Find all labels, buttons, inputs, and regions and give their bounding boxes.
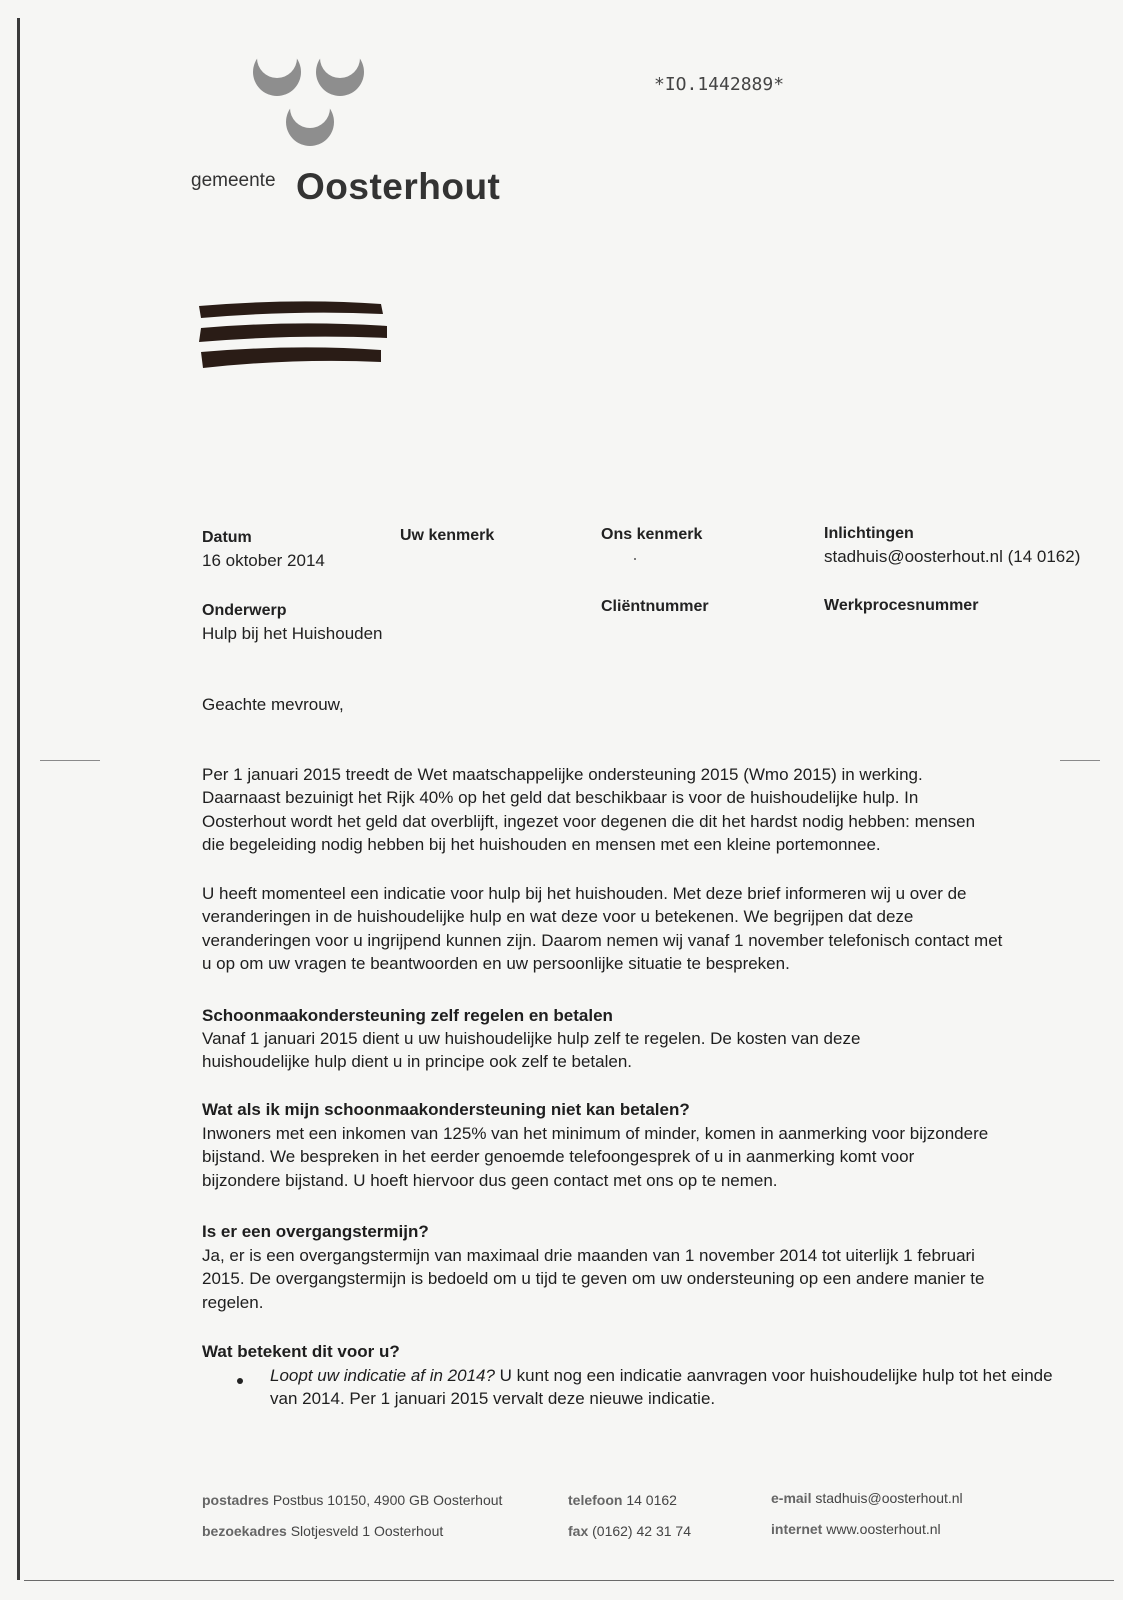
- datum-value: 16 oktober 2014: [202, 551, 325, 570]
- paragraph-transition: Ja, er is een overgangstermijn van maximaal drie maanden van 1 november 2014 tot uiterlijk 1 februari 2015. De overgangstermijn is bedoeld om u tijd te geven om uw ondersteuning op een andere manier te regelen.: [202, 1246, 985, 1312]
- uw-kenmerk-label: Uw kenmerk: [400, 527, 495, 544]
- redacted-address: [195, 296, 395, 376]
- logo-crescent-top-left: [253, 52, 301, 96]
- bullet-item-text: U kunt nog een indicatie aanvragen voor huishoudelijke hulp tot het einde van 2014. Per 1 januari 2015 vervalt deze nieuwe indicatie.: [270, 1366, 1053, 1409]
- inlichtingen-label: Inlichtingen: [824, 525, 914, 542]
- onderwerp-label: Onderwerp: [202, 602, 287, 619]
- datum-label: Datum: [202, 529, 252, 546]
- page-edge-line: [17, 18, 20, 1580]
- heading-self-arrange: Schoonmaakondersteuning zelf regelen en betalen: [202, 1006, 613, 1025]
- paragraph-cannot-pay: Inwoners met een inkomen van 125% van het minimum of minder, komen in aanmerking voor bijzondere bijstand. We bespreken in het eerder genoemde telefoongesprek of u in aanmerking komt voor bijzondere bijstand. U hoeft hiervoor dus geen contact met ons op te nemen.: [202, 1124, 989, 1190]
- email-label: e-mail: [771, 1490, 812, 1506]
- fold-mark-right: [1060, 760, 1100, 761]
- internet-label: internet: [771, 1521, 823, 1537]
- werkprocesnummer-label: Werkprocesnummer: [824, 597, 979, 614]
- bezoekadres-value: Slotjesveld 1 Oosterhout: [290, 1523, 444, 1539]
- fax-value: (0162) 42 31 74: [592, 1523, 691, 1539]
- bullet-item-question: Loopt uw indicatie af in 2014?: [270, 1366, 495, 1385]
- paragraph-intro: Per 1 januari 2015 treedt de Wet maatschappelijke ondersteuning 2015 (Wmo 2015) in werking. Daarnaast bezuinigt het Rijk 40% op het geld dat beschikbaar is voor de huishoudelijke hulp. In Oosterhout wordt het geld dat overblijft, ingezet voor degenen die dit het hardst nodig hebben: mensen die begeleiding nodig hebben bij het huishouden en mensen met een kleine portemonnee.: [202, 765, 976, 854]
- internet-value: www.oosterhout.nl: [826, 1521, 941, 1537]
- email-value: stadhuis@oosterhout.nl: [815, 1490, 963, 1506]
- brand-name: Oosterhout: [296, 166, 501, 207]
- bullet-point: [237, 1378, 243, 1384]
- telefoon-label: telefoon: [568, 1492, 623, 1508]
- heading-cannot-pay: Wat als ik mijn schoonmaakondersteuning niet kan betalen?: [202, 1100, 690, 1119]
- footer-email: [771, 1490, 963, 1506]
- heading-what-means: Wat betekent dit voor u?: [202, 1342, 400, 1361]
- postadres-label: postadres: [202, 1492, 269, 1508]
- heading-transition: Is er een overgangstermijn?: [202, 1222, 429, 1241]
- telefoon-value: 14 0162: [626, 1492, 677, 1508]
- paragraph-indication: U heeft momenteel een indicatie voor hulp bij het huishouden. Met deze brief informeren wij u over de veranderingen in de huishoudelijke hulp en wat deze voor u betekenen. We begrijpen dat deze veranderingen voor u ingrijpend kunnen zijn. Daarom nemen wij vanaf 1 november telefonisch contact met u op om uw vragen te beantwoorden en uw persoonlijke situatie te bespreken.: [202, 884, 1003, 973]
- ons-kenmerk-label: Ons kenmerk: [601, 526, 703, 543]
- clientnummer-label: Cliëntnummer: [601, 598, 709, 615]
- salutation: Geachte mevrouw,: [202, 695, 344, 714]
- logo-crescent-top-right: [316, 52, 364, 96]
- bullet-item: [270, 1364, 1070, 1411]
- postadres-value: Postbus 10150, 4900 GB Oosterhout: [272, 1492, 503, 1508]
- document-code: *IO.1442889*: [654, 74, 785, 95]
- fax-label: fax: [568, 1523, 589, 1539]
- onderwerp-value: Hulp bij het Huishouden: [202, 624, 383, 643]
- footer-internet: [771, 1521, 941, 1537]
- footer-telefoon: [568, 1492, 677, 1508]
- inlichtingen-value: stadhuis@oosterhout.nl (14 0162): [824, 547, 1081, 566]
- paragraph-self-arrange: Vanaf 1 januari 2015 dient u uw huishoudelijke hulp zelf te regelen. De kosten van deze huishoudelijke hulp dient u in principe ook zelf te betalen.: [202, 1029, 861, 1072]
- fold-mark-left: [40, 760, 100, 761]
- footer-postadres: [202, 1492, 502, 1508]
- page-bottom-line: [24, 1580, 1114, 1581]
- footer-fax: [568, 1523, 691, 1539]
- municipality-logo: [250, 52, 375, 152]
- logo-crescent-bottom: [286, 98, 334, 146]
- bezoekadres-label: bezoekadres: [202, 1523, 287, 1539]
- brand-prefix: gemeente: [191, 170, 276, 191]
- footer-bezoekadres: [202, 1523, 443, 1539]
- ons-kenmerk-mark: [634, 558, 636, 560]
